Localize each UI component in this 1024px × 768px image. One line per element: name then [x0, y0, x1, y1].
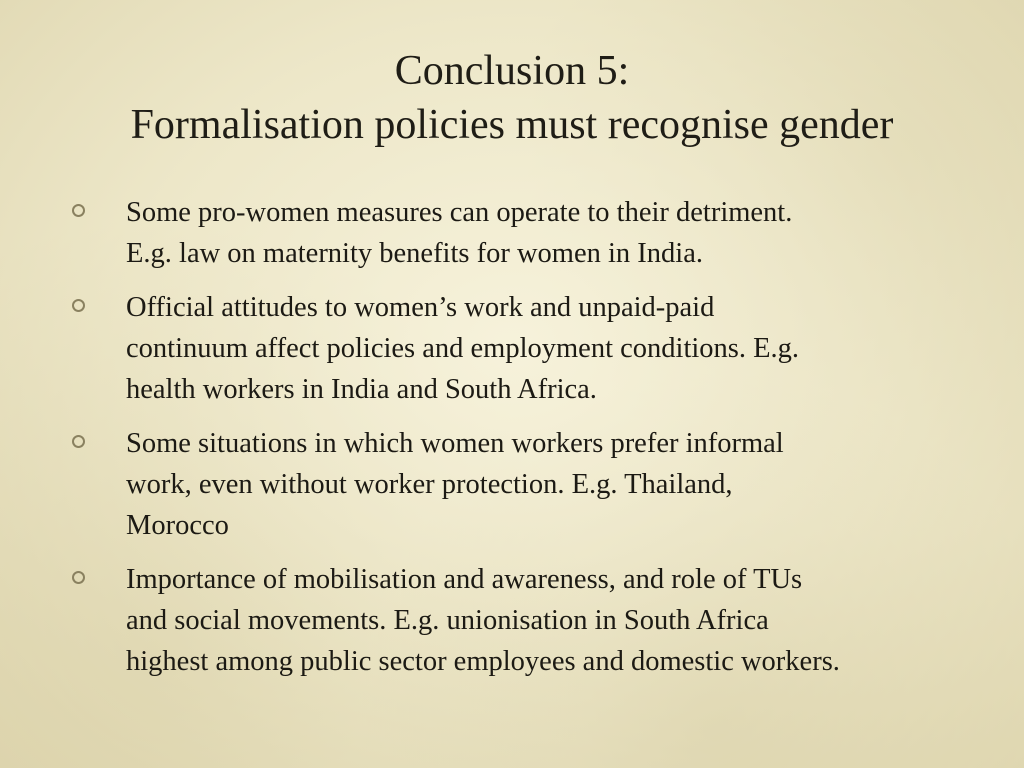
circle-bullet-icon	[72, 435, 85, 448]
bullet-list	[72, 192, 972, 695]
title-line-2: Formalisation policies must recognise gender	[130, 102, 894, 148]
bullet-line: Official attitudes to women’s work and unpaid-paid	[126, 292, 715, 323]
circle-bullet-icon	[72, 299, 85, 312]
bullet-item-4	[72, 559, 972, 682]
bullet-line: and social movements. E.g. unionisation in South Africa	[126, 605, 769, 636]
bullet-line: E.g. law on maternity benefits for women in India.	[126, 238, 703, 269]
bullet-line: continuum affect policies and employment conditions. E.g.	[126, 333, 800, 364]
circle-bullet-icon	[72, 204, 85, 217]
circle-bullet-icon	[72, 571, 85, 584]
slide-title	[40, 44, 984, 152]
bullet-line: Morocco	[126, 510, 229, 541]
bullet-item-1	[72, 192, 972, 274]
bullet-line: health workers in India and South Africa.	[126, 374, 597, 405]
bullet-line: Some pro-women measures can operate to their detriment.	[126, 197, 793, 228]
bullet-line: work, even without worker protection. E.g. Thailand,	[126, 469, 733, 500]
bullet-line: Some situations in which women workers prefer informal	[126, 428, 784, 459]
bullet-item-2	[72, 287, 972, 410]
bullet-item-3	[72, 423, 972, 546]
title-line-1: Conclusion 5:	[394, 48, 630, 94]
bullet-line: highest among public sector employees and domestic workers.	[126, 646, 840, 677]
bullet-line: Importance of mobilisation and awareness, and role of TUs	[126, 564, 803, 595]
